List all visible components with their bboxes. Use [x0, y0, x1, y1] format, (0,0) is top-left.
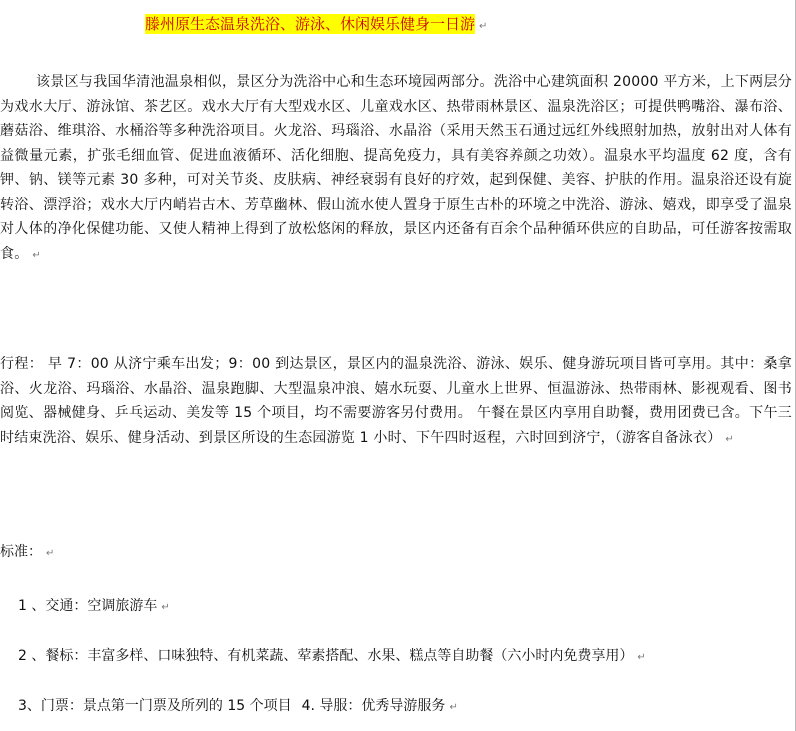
list-item: 4. 导服：优秀导游服务: [301, 698, 446, 714]
itinerary-text: 行程： 早 7：00 从济宁乘车出发；9：00 到达景区，景区内的温泉洗浴、游泳、娱乐、健身游玩项目皆可享用。其中：桑拿浴、火龙浴、玛瑙浴、水晶浴、温泉跑脚、大型温泉冲浪、嬉水玩耍、儿童水上世界、恒温游泳、热带雨林、影视观看、图书阅览、器械健身、乒乓运动、美发等 15 个项目，均不需要游客另付费用。 午餐在景区内享用自助餐，费用团费已含。下午三时结束洗浴、娱乐、健身活动、到景区所设的生态园游览 1 小时、下午四时返程，六时回到济宁，（游客自备泳衣）: [0, 356, 792, 446]
paragraph-mark-icon: ↵: [32, 249, 41, 261]
standard-item-transport: [18, 596, 170, 618]
paragraph-mark-icon: ↵: [725, 433, 734, 445]
paragraph-mark-icon: ↵: [637, 652, 646, 663]
standard-item-meals: [18, 646, 646, 668]
list-item: 2 、餐标：丰富多样、口味独特、有机菜蔬、荤素搭配、水果、糕点等自助餐（六小时内免费享用）: [18, 648, 634, 664]
itinerary-paragraph: [0, 352, 792, 452]
standard-label: 标准：: [0, 544, 42, 560]
intro-paragraph: [0, 70, 792, 268]
paragraph-mark-icon: ↵: [161, 602, 170, 613]
standard-item-tickets-guide: [18, 696, 458, 718]
list-item: 3、门票：景点第一门票及所列的 15 个项目: [18, 698, 292, 714]
list-item: 1 、交通：空调旅游车: [18, 598, 158, 614]
paragraph-mark-icon: ↵: [46, 548, 55, 559]
document-title: 滕州原生态温泉洗浴、游泳、休闲娱乐健身一日游: [145, 15, 476, 33]
title-row: [145, 12, 487, 36]
paragraph-mark-icon: ↵: [449, 702, 458, 713]
paragraph-mark-icon: ↵: [479, 21, 488, 32]
intro-text: 该景区与我国华清池温泉相似，景区分为洗浴中心和生态环境园两部分。洗浴中心建筑面积 20000 平方米，上下两层分为戏水大厅、游泳馆、茶艺区。戏水大厅有大型戏水区、儿童戏水区、热带雨林景区、温泉洗浴区；可提供鸭嘴浴、瀑布浴、蘑菇浴、维琪浴、水桶浴等多种洗浴项目。火龙浴、玛瑙浴、水晶浴（采用天然玉石通过远红外线照射加热，放射出对人体有益微量元素，扩张毛细血管、促进血液循环、活化细胞、提高免疫力，具有美容养颜之功效）。温泉水平均温度 62 度，含有钾、钠、镁等元素 30 多种，可对关节炎、皮肤病、神经衰弱有良好的疗效，起到保健、美容、护肤的作用。温泉浴还设有旋转浴、漂浮浴；戏水大厅内峭岩古木、芳草幽林、假山流水使人置身于原生古朴的环境之中洗浴、游泳、嬉戏，即享受了温泉对人体的净化保健功能、又使人精神上得到了放松悠闲的释放，景区内还备有百余个品种循环供应的自助品，可任游客按需取食。: [0, 74, 792, 262]
standard-heading: [0, 542, 54, 564]
